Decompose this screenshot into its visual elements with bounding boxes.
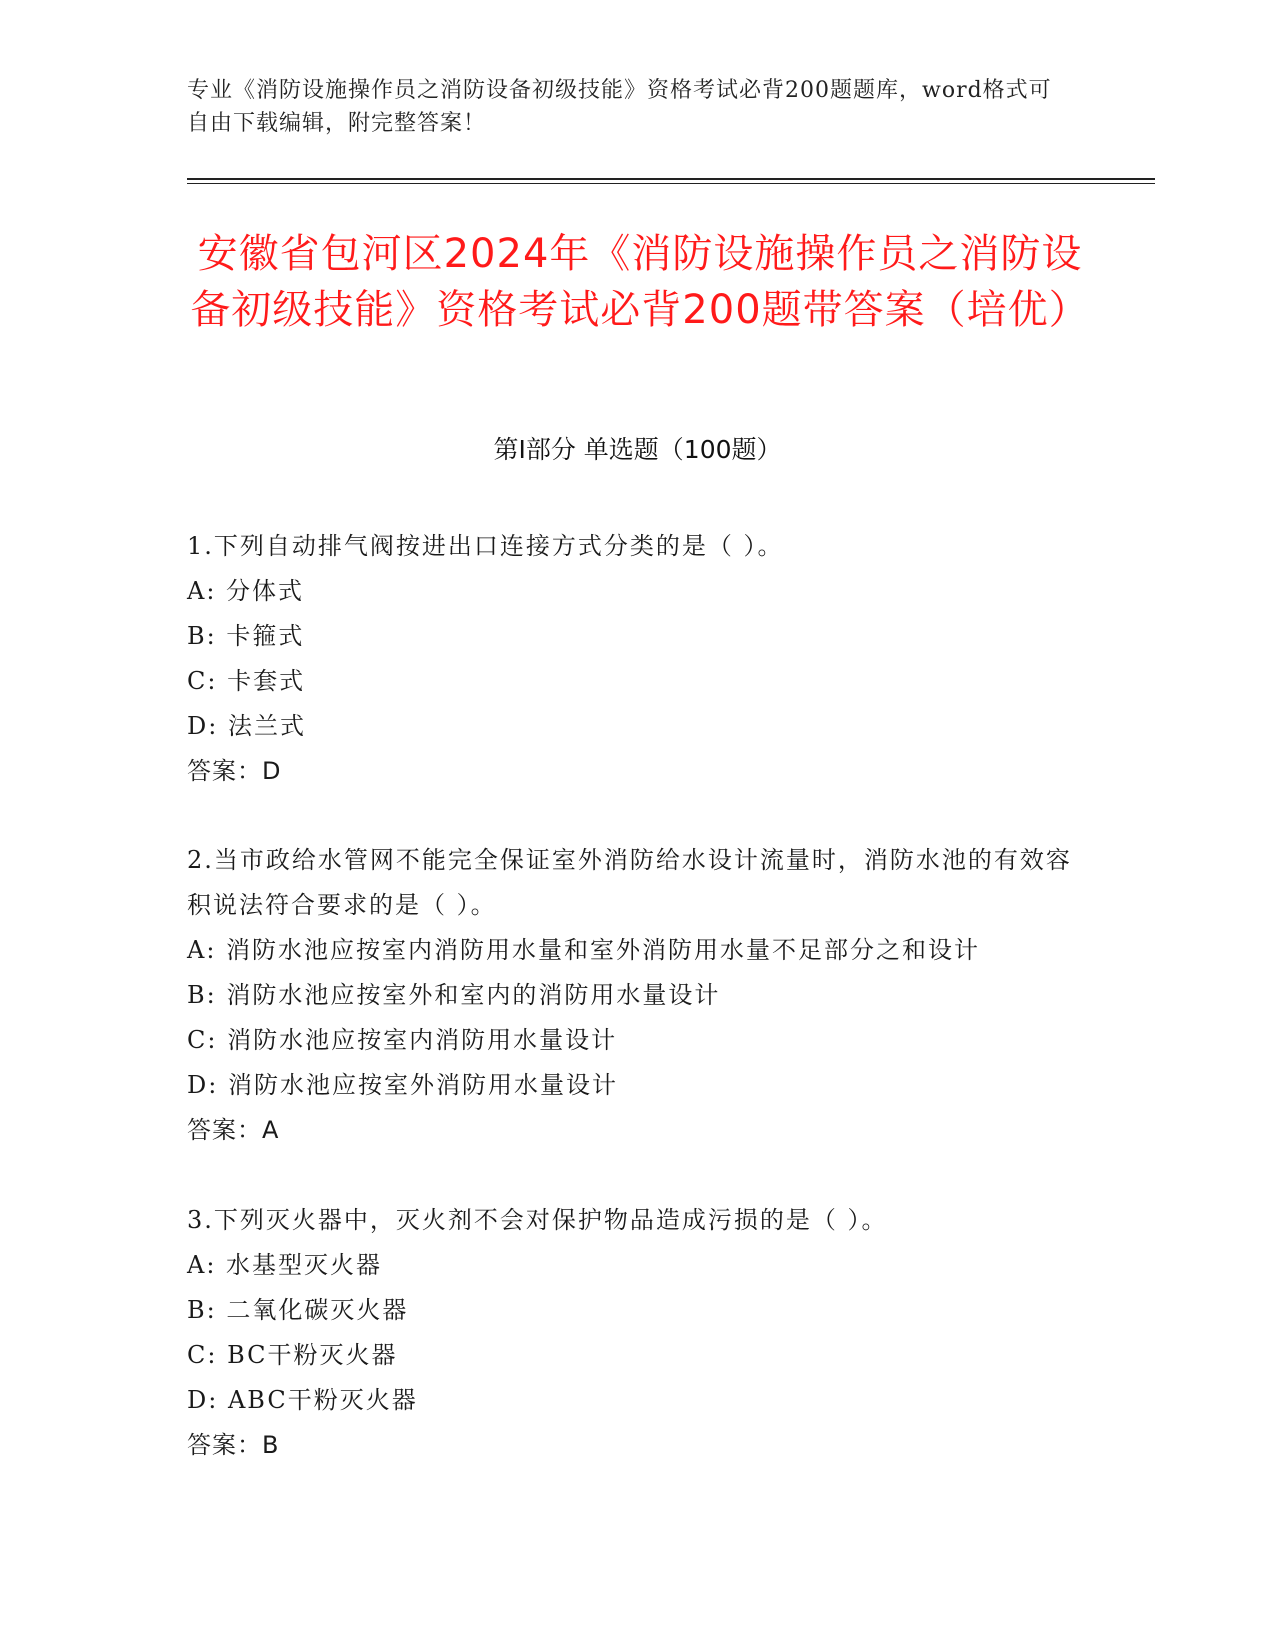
section-heading: 第Ⅰ部分 单选题（100题）: [493, 435, 782, 464]
question-item: [187, 524, 1087, 794]
question-option: B: 消防水池应按室外和室内的消防用水量设计: [187, 981, 721, 1009]
document-title: 安徽省包河区2024年《消防设施操作员之消防设备初级技能》资格考试必背200题带答案（培优）: [190, 231, 1090, 333]
question-item: [187, 1198, 1087, 1468]
question-answer: 答案：A: [187, 1116, 280, 1144]
question-option: C: 卡套式: [187, 667, 306, 695]
question-stem: 2.当市政给水管网不能完全保证室外消防给水设计流量时，消防水池的有效容积说法符合要求的是（ ）。: [187, 846, 1072, 919]
question-option: A: 水基型灭火器: [187, 1251, 383, 1279]
question-option: D: 消防水池应按室外消防用水量设计: [187, 1071, 618, 1099]
question-item: [187, 838, 1087, 1153]
question-option: A: 消防水池应按室内消防用水量和室外消防用水量不足部分之和设计: [187, 936, 981, 964]
question-option: B: 卡箍式: [187, 622, 305, 650]
question-answer: 答案：D: [187, 757, 282, 785]
question-stem: 3.下列灭火器中，灭火剂不会对保护物品造成污损的是（ ）。: [187, 1206, 888, 1234]
question-option: B: 二氧化碳灭火器: [187, 1296, 409, 1324]
header-divider: [187, 178, 1155, 180]
question-option: A: 分体式: [187, 577, 305, 605]
question-answer: 答案：B: [187, 1431, 280, 1459]
question-option: C: BC干粉灭火器: [187, 1341, 398, 1369]
question-option: C: 消防水池应按室内消防用水量设计: [187, 1026, 618, 1054]
header-divider-thin: [187, 183, 1155, 184]
question-option: D: 法兰式: [187, 712, 306, 740]
question-option: D: ABC干粉灭火器: [187, 1386, 418, 1414]
question-stem: 1.下列自动排气阀按进出口连接方式分类的是（ ）。: [187, 532, 784, 560]
header-note: 专业《消防设施操作员之消防设备初级技能》资格考试必背200题题库，word格式可自由下载编辑，附完整答案！: [187, 78, 1052, 136]
